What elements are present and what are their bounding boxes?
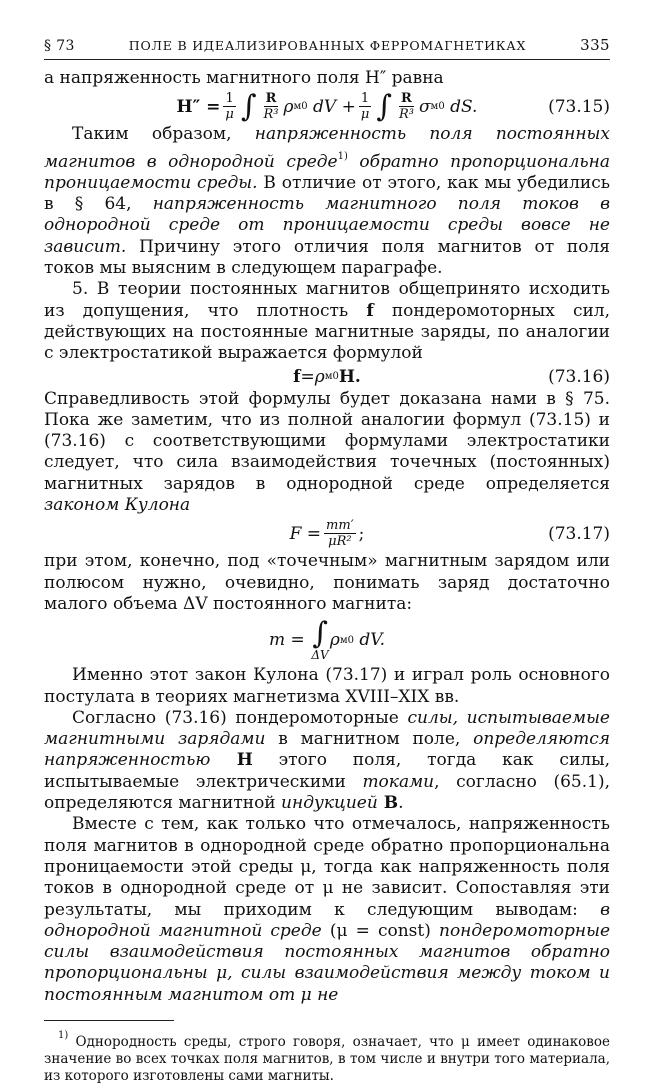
paragraph-postulate: Именно этот закон Кулона (73.17) и играл роль основного постулата в теориях магнетизма XVIII–XIX вв.: [44, 665, 610, 707]
integral-sign: ∫: [240, 88, 257, 124]
text-run: пондеромоторных сил, действующих на постоянные магнитные заряды, по аналогии с электростатикой выражается формулой: [44, 300, 610, 364]
book-page: [44, 36, 610, 1085]
bold-symbol: f: [366, 300, 374, 321]
numerator: R: [265, 91, 277, 107]
eq-lhs: m =: [269, 630, 305, 651]
text-run: Согласно (73.16) пондеромоторные: [72, 707, 408, 728]
paragraph-point-charge: при этом, конечно, под «точечным» магнитным зарядом или полюсом нужно, очевидно, понимать заряд достаточно малого объема ΔV постоянного магнита:: [44, 551, 610, 614]
text-run: в магнитном поле,: [265, 729, 474, 750]
denominator: μ: [360, 107, 370, 123]
footnote: [44, 1027, 610, 1085]
emphasis: индукцией: [281, 793, 378, 814]
paragraph-forces: [44, 708, 610, 814]
section-number: § 73: [44, 38, 75, 54]
equation-73-15: [44, 88, 610, 124]
paragraph-conclusions: [44, 814, 610, 1006]
superscript: 0: [347, 634, 354, 646]
differential: dV +: [313, 96, 356, 117]
emphasis: в однородной магнитной среде: [44, 899, 610, 941]
equation-number: (73.16): [548, 366, 610, 387]
integral-with-limit: [310, 616, 330, 663]
rho-symbol: ρ: [314, 366, 325, 387]
emphasis: токами: [362, 771, 435, 792]
subscript: м: [293, 101, 302, 113]
paragraph-coulomb: [44, 389, 610, 517]
paragraph-conclusion: [44, 124, 610, 279]
numerator: R: [401, 91, 412, 107]
text-run: 5. В теории постоянных магнитов общепринято исходить из допущения, что плотность: [44, 279, 610, 321]
equals-sign: =: [300, 366, 315, 387]
superscript: 0: [301, 101, 308, 113]
superscript: 0: [332, 371, 339, 383]
running-header: [44, 36, 610, 60]
text-run: , согласно (65.1), определяются магнитной: [44, 771, 610, 814]
emphasis: пондеромоторные силы взаимодействия постоянных магнитов обратно пропорциональны μ, силы взаимодействия между током и постоянным магнитом от μ не: [44, 920, 611, 1005]
footnote-divider: [44, 1020, 174, 1021]
footnote-ref[interactable]: 1): [337, 150, 348, 162]
numerator: 1: [360, 91, 370, 107]
text-run: этого поля, тогда как силы, испытываемые электрическими: [44, 750, 611, 792]
paragraph-intro: а напряженность магнитного поля H″ равна: [44, 68, 444, 88]
subscript: м: [324, 371, 333, 383]
fraction: [359, 91, 371, 122]
bold-symbol: H: [210, 750, 253, 771]
text-run: Таким образом,: [72, 124, 255, 145]
text-run: (μ = const): [321, 920, 439, 941]
paragraph-5: [44, 279, 610, 364]
integral-sign: ∫: [376, 88, 392, 124]
fraction: [397, 91, 416, 122]
denominator: μR²: [328, 534, 352, 550]
emphasis: определяются напряженностью: [44, 729, 610, 771]
superscript: 0: [438, 101, 445, 113]
equation-charge: [44, 616, 610, 663]
page-number: 335: [580, 36, 610, 54]
semicolon: ;: [358, 523, 365, 544]
numerator: 1: [225, 91, 234, 107]
equation-73-17: [44, 518, 610, 549]
integral-sign: ∫: [312, 616, 328, 652]
denominator: μ: [225, 107, 234, 123]
equation-number: (73.17): [548, 523, 610, 544]
bold-symbol: B: [377, 793, 399, 814]
fraction: [261, 91, 280, 122]
text-run: Вместе с тем, как только что отмечалось, напряженность поля магнитов в однородной среде обратно пропорциональна проницаемости этой среды μ, тогда как напряженность поля токов в однородной среде от μ не зависит. Сопоставляя эти результаты, мы приходим к следующим выводам:: [44, 814, 610, 920]
denominator: R³: [398, 107, 414, 123]
equation-73-16: [44, 367, 610, 387]
rho-symbol: ρ: [329, 630, 340, 651]
text-run: Справедливость этой формулы будет доказана нами в § 75. Пока же заметим, что из полной аналогии формул (73.15) и (73.16) с соответствующими формулами электростатики следует, что сила взаимодействия точечных (постоянных) магнитных зарядов в однородной среде определяется: [44, 388, 610, 494]
subscript: м: [430, 101, 439, 113]
denominator: R³: [263, 107, 279, 123]
subscript: м: [339, 634, 348, 646]
emphasis: напряженность магнитного поля токов в однородной среде от проницаемости среды вовсе не зависит.: [44, 194, 610, 257]
emphasis: обратно пропорциональна проницаемости среды.: [44, 151, 610, 193]
equation-number: (73.15): [548, 96, 610, 117]
text-run: Причину этого отличия поля магнитов от поля токов мы выясним в следующем параграфе.: [44, 236, 610, 279]
footnote-mark: 1): [58, 1029, 69, 1041]
integral-limit: ΔV: [311, 648, 329, 663]
chapter-title: ПОЛЕ В ИДЕАЛИЗИРОВАННЫХ ФЕРРОМАГНЕТИКАХ: [128, 38, 527, 53]
fraction: [223, 91, 235, 122]
text-run: .: [398, 793, 404, 814]
emphasis: силы, испытываемые магнитными зарядами: [44, 707, 610, 750]
fraction: [324, 518, 356, 549]
eq-lhs: F =: [289, 523, 322, 544]
rho-symbol: ρ: [283, 96, 294, 117]
sigma-symbol: σ: [418, 96, 431, 117]
footnote-text: Однородность среды, строго говоря, означает, что μ имеет одинаковое значение во всех точках поля магнитов, в том числе и внутри того материала, из которого изготовлены сами магниты.: [44, 1033, 610, 1084]
force-symbol: f: [293, 366, 301, 387]
text-run: В отличие от этого, как мы убедились в § 64,: [44, 172, 610, 215]
differential: dS.: [450, 96, 478, 117]
eq-lhs: H″ =: [176, 96, 221, 117]
differential: dV.: [359, 630, 385, 651]
numerator: mm′: [326, 518, 354, 534]
field-symbol: H.: [338, 366, 361, 387]
emphasis: напряженность поля постоянных магнитов в однородной среде: [44, 124, 610, 172]
emphasis: законом Кулона: [44, 495, 191, 516]
